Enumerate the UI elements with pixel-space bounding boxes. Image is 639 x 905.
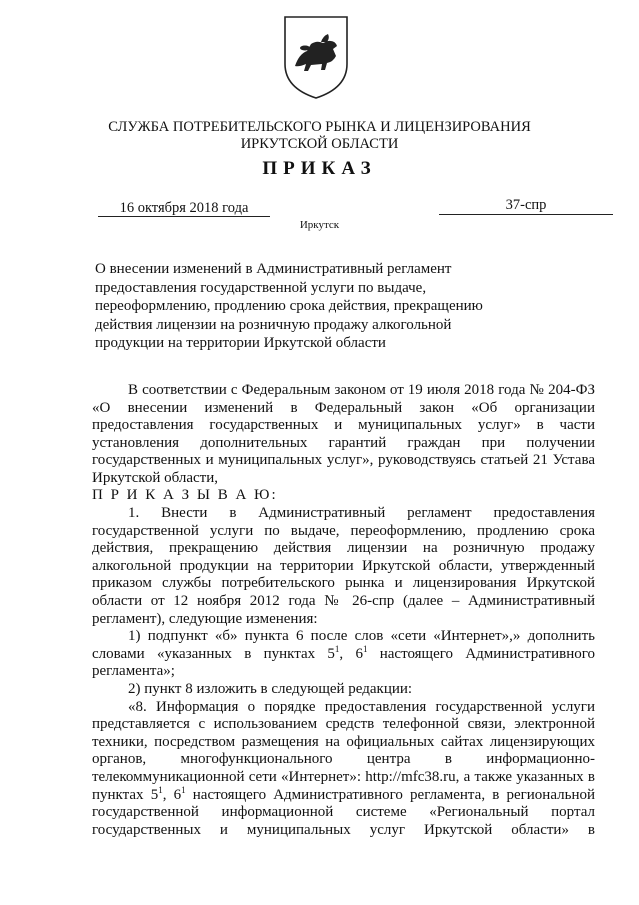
subject-line: продукции на территории Иркутской области	[95, 335, 386, 351]
superscript: 1	[158, 784, 163, 795]
subject-line: переоформлению, продлению срока действия, прекращению	[95, 298, 483, 314]
text-fragment: настоящего Административного регламента»;	[92, 645, 596, 680]
text-fragment: 1) подпункт «б» пункта 6 после слов «сети «Интернет»,» дополнить словами «указанных в пунктах 5	[92, 628, 595, 662]
preamble-paragraph: В соответствии с Федеральным законом от 19 июля 2018 года № 204-ФЗ «О внесении изменений в Федеральный закон «Об организации предоставления государственных и муниципальных услуг» в части установления дополнительных гарантий граждан при получении государственных и муниципальных услуг», руководствуясь статьей 21 Устава Иркутской области,	[92, 382, 595, 486]
coat-of-arms-icon	[281, 14, 351, 100]
preamble-block	[92, 382, 595, 488]
document-subject	[95, 260, 515, 353]
item-paragraph-3: 2) пункт 8 изложить в следующей редакции:	[128, 680, 413, 697]
document-title: ПРИКАЗ	[262, 158, 377, 179]
organization-name-line1: СЛУЖБА ПОТРЕБИТЕЛЬСКОГО РЫНКА И ЛИЦЕНЗИРОВАНИЯ	[108, 119, 531, 135]
document-date: 16 октября 2018 года	[98, 200, 270, 217]
subject-line: О внесении изменений в Административный регламент	[95, 261, 452, 277]
order-items	[92, 505, 595, 839]
superscript: 1	[334, 643, 340, 654]
document-city: Иркутск	[299, 219, 340, 231]
organization-name-line2: ИРКУТСКОЙ ОБЛАСТИ	[240, 136, 399, 152]
subject-line: предоставления государственной услуги по выдаче,	[95, 279, 427, 296]
item-paragraph-4	[92, 699, 595, 840]
text-fragment: «8. Информация о порядке предоставления государственной услуги представляется с использованием средств телефонной связи, электронной техники, посредством размещения на официальных сайтах лицензирующих органов, многофункционального центра в информационно-телекоммуникационной сети «Интернет»: http://mfc38.ru, а также указанных в пунктах 5	[92, 698, 595, 803]
item-paragraph-1: 1. Внести в Административный регламент предоставления государственной услуги по выдаче, переоформлению, продлению срока действия, прекращению действия лицензии на розничную продажу алкогольной продукции на территории Иркутской области, утвержденный приказом службы потребительского рынка и лицензирования Иркутской области от 12 ноября 2012 года № 26-спр (далее – Административный регламент), следующие изменения:	[92, 505, 595, 627]
superscript: 1	[362, 643, 368, 654]
superscript: 1	[181, 784, 186, 795]
text-fragment: , 6	[339, 645, 363, 662]
item-paragraph-2	[92, 628, 595, 681]
document-number: 37-спр	[439, 197, 613, 215]
subject-line: действия лицензии на розничную продажу алкогольной	[95, 316, 452, 333]
order-word: П Р И К А З Ы В А Ю:	[92, 487, 278, 503]
text-fragment: , 6	[162, 786, 182, 803]
text-fragment: настоящего Административного регламента, в региональной государственной информационной системе «Региональный портал государственных и муниципальных услуг Иркутской области» в	[92, 786, 595, 838]
